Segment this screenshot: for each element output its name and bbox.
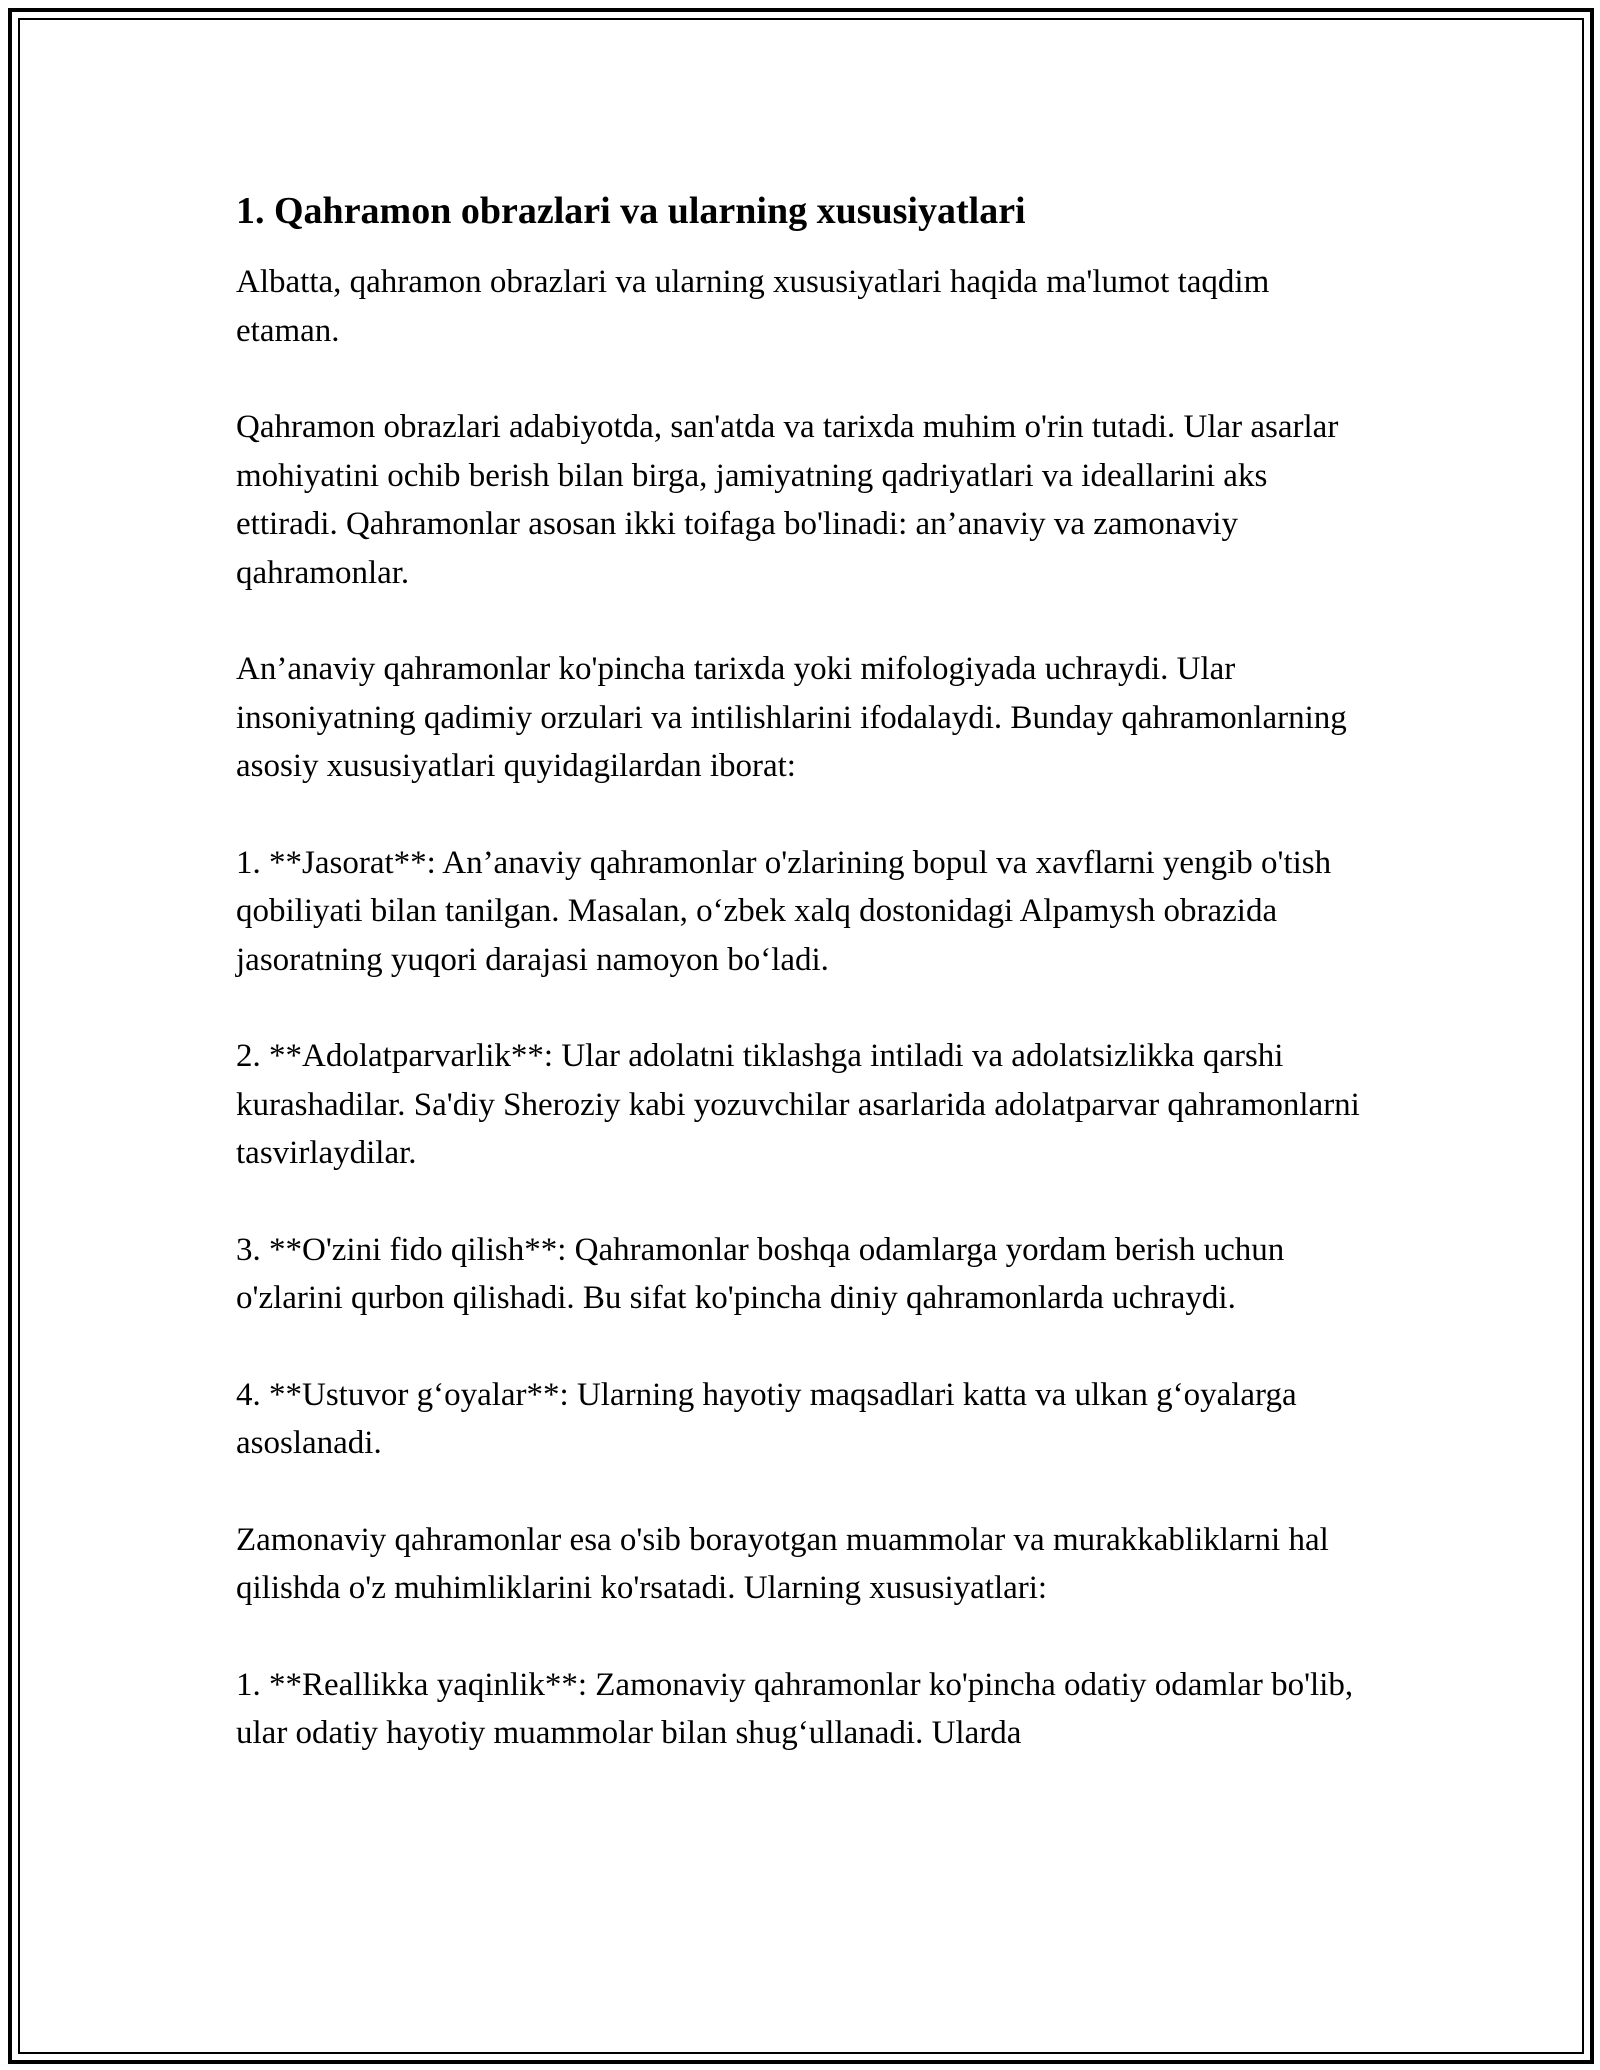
list-item-justice: 2. **Adolatparvarlik**: Ular adolatni tiklashga intiladi va adolatsizlikka qarshi kurashadilar. Sa'diy Sheroziy kabi yozuvchilar asarlarida adolatparvar qahramonlarni tasvirlaydilar. bbox=[236, 1038, 1360, 1171]
paragraph-overview: Qahramon obrazlari adabiyotda, san'atda va tarixda muhim o'rin tutadi. Ular asarlar mohiyatini ochib berish bilan birga, jamiyatning qadriyatlari va ideallarini aks ettiradi. Qahramonlar asosan ikki toifaga bo'linadi: an’anaviy va zamonaviy qahramonlar. bbox=[236, 409, 1339, 591]
section-heading: 1. Qahramon obrazlari va ularning xususiyatlari bbox=[236, 190, 1026, 232]
paragraph-intro: Albatta, qahramon obrazlari va ularning xususiyatlari haqida ma'lumot taqdim etaman. bbox=[236, 264, 1270, 349]
document-body bbox=[236, 186, 1366, 1806]
paragraph-modern-heroes: Zamonaviy qahramonlar esa o'sib borayotgan muammolar va murakkabliklarni hal qilishda o'z muhimliklarini ko'rsatadi. Ularning xususiyatlari: bbox=[236, 1521, 1329, 1606]
list-item-self-sacrifice: 3. **O'zini fido qilish**: Qahramonlar boshqa odamlarga yordam berish uchun o'zlarini qurbon qilishadi. Bu sifat ko'pincha diniy qahramonlarda uchraydi. bbox=[236, 1231, 1285, 1316]
paragraph-traditional-heroes: An’anaviy qahramonlar ko'pincha tarixda yoki mifologiyada uchraydi. Ular insoniyatning qadimiy orzulari va intilishlarini ifodalaydi. Bunday qahramonlarning asosiy xususiyatlari quyidagilardan iborat: bbox=[236, 651, 1347, 784]
list-item-realism: 1. **Reallikka yaqinlik**: Zamonaviy qahramonlar ko'pincha odatiy odamlar bo'lib, ular odatiy hayotiy muammolar bilan shug‘ullanadi. Ularda bbox=[236, 1666, 1354, 1751]
list-item-ideas: 4. **Ustuvor g‘oyalar**: Ularning hayotiy maqsadlari katta va ulkan g‘oyalarga asoslanadi. bbox=[236, 1376, 1297, 1461]
list-item-courage: 1. **Jasorat**: An’anaviy qahramonlar o'zlarining bopul va xavflarni yengib o'tish qobiliyati bilan tanilgan. Masalan, o‘zbek xalq dostonidagi Alpamysh obrazida jasoratning yuqori darajasi namoyon bo‘ladi. bbox=[236, 844, 1332, 978]
